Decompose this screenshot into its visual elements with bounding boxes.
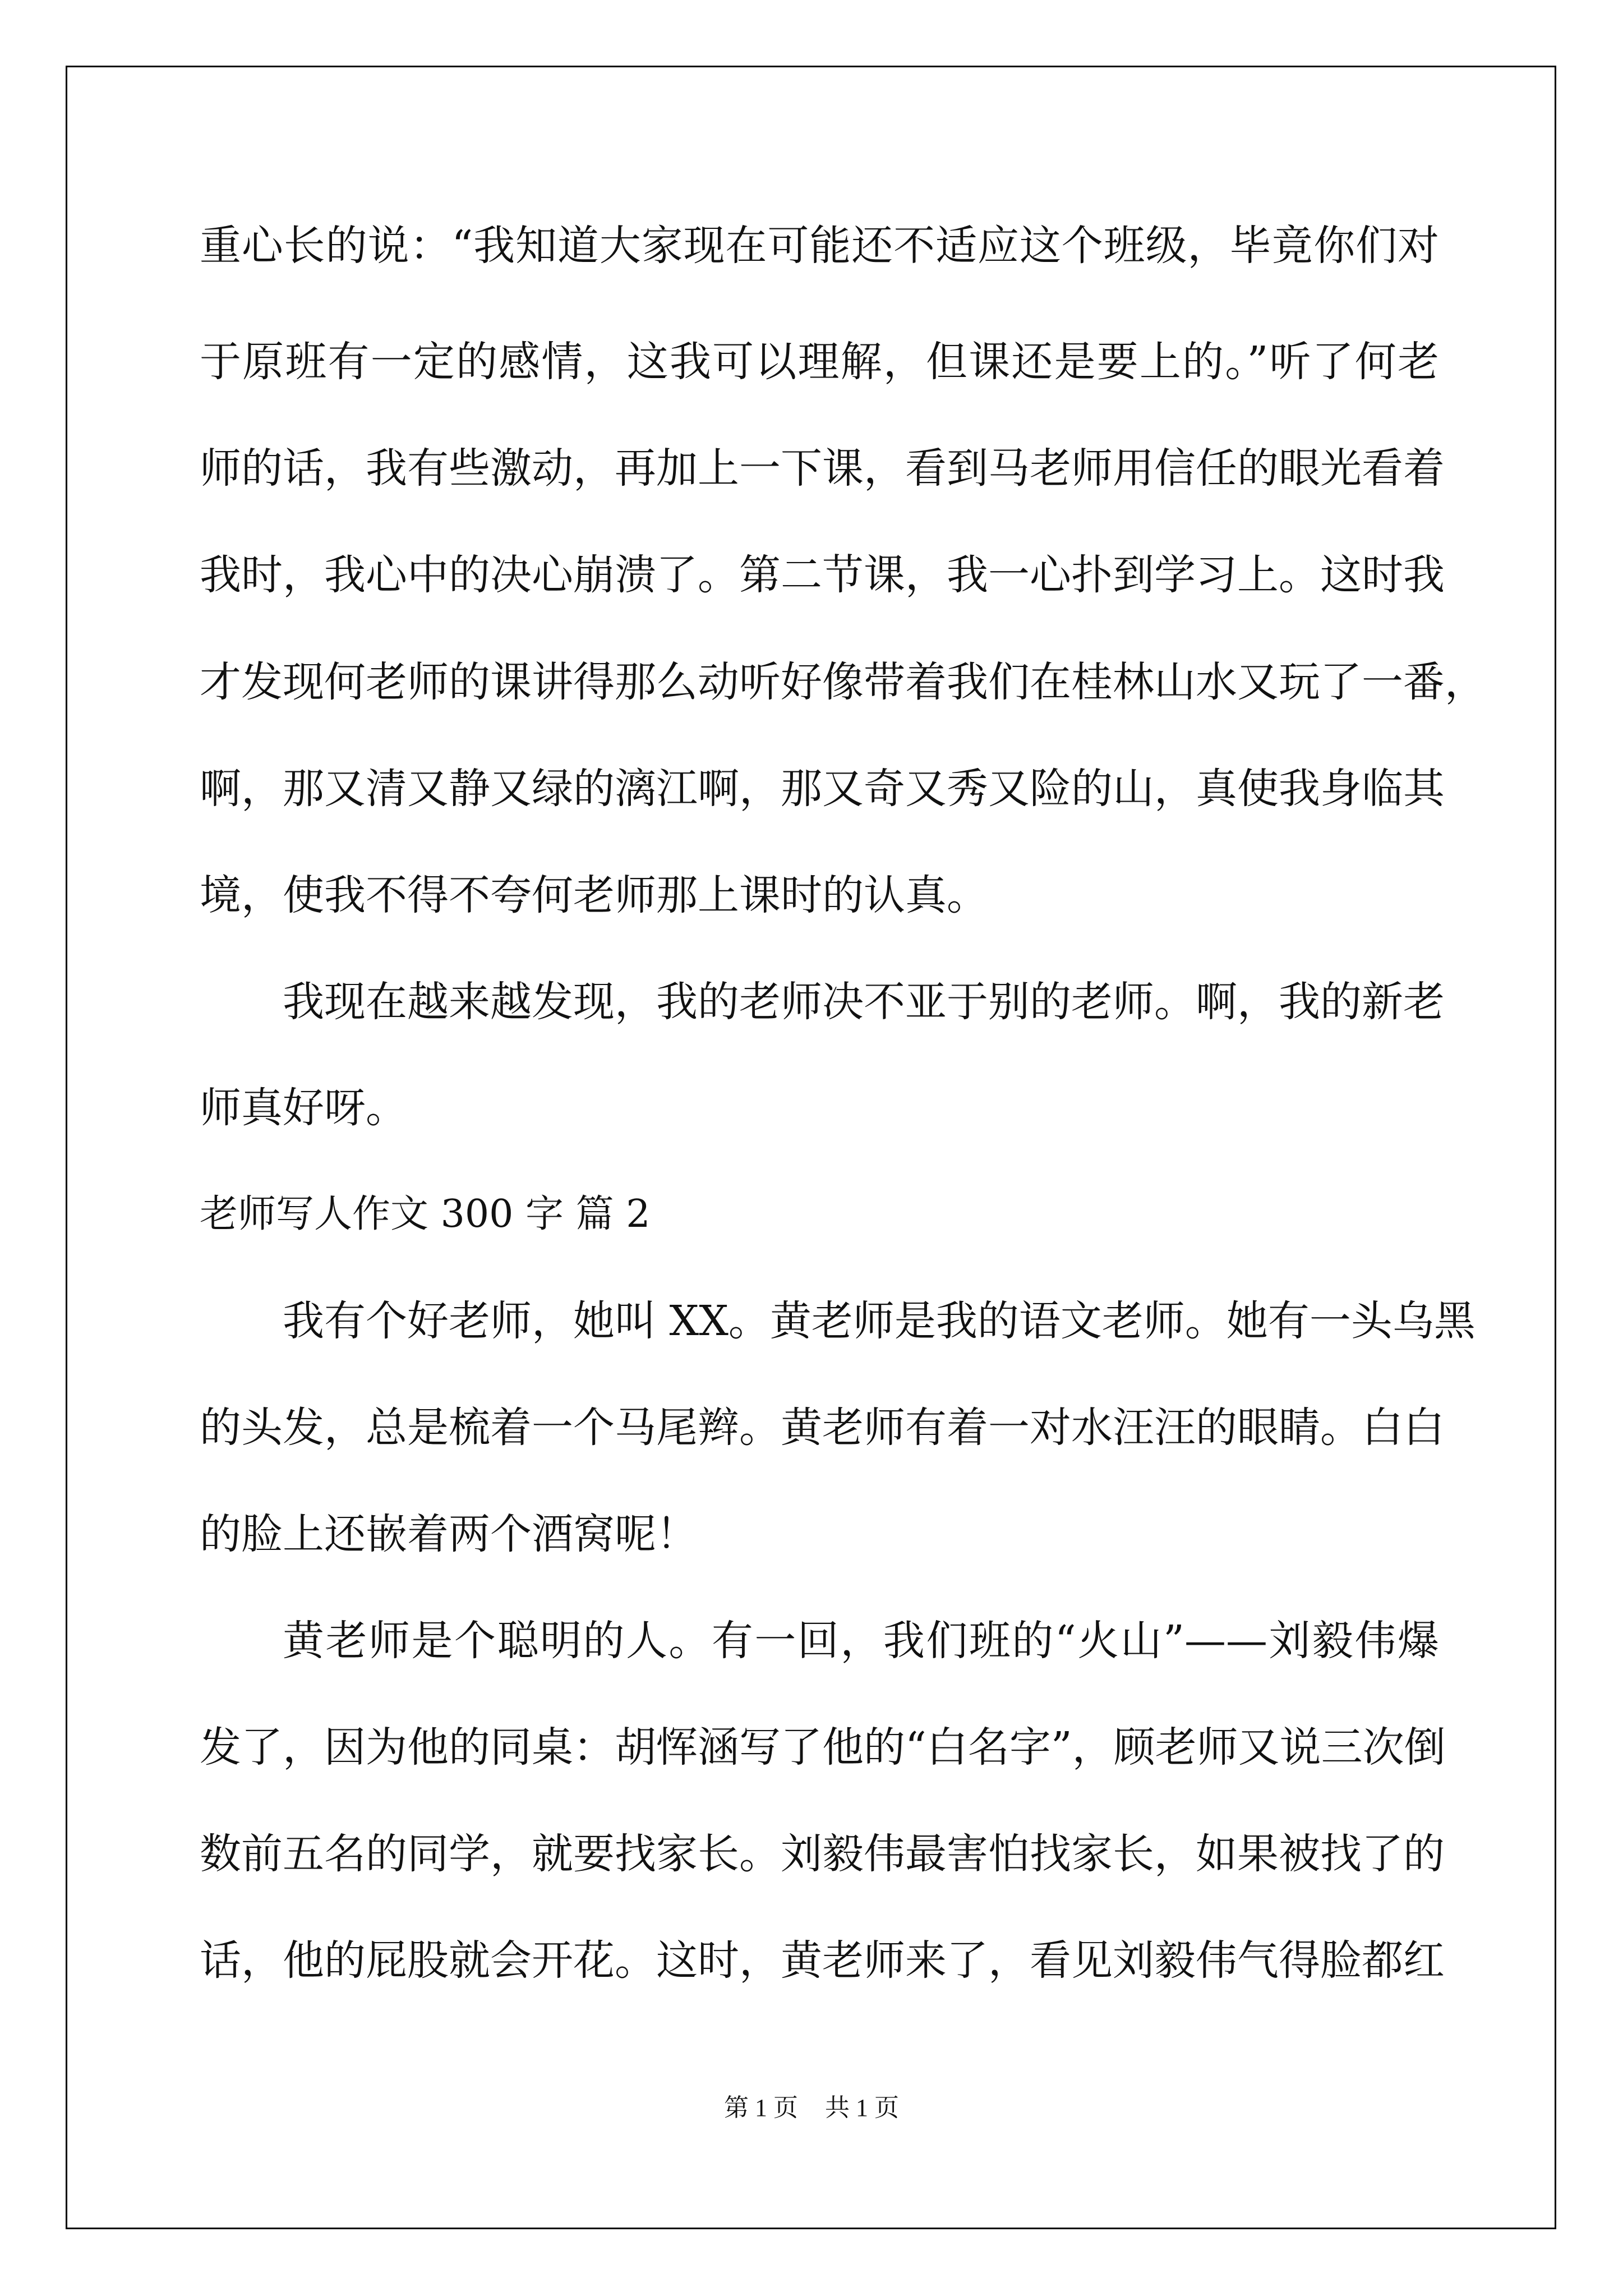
body-line: 的头发，总是梳着一个马尾辫。黄老师有着一对水汪汪的眼睛。白白 <box>200 1404 1445 1452</box>
page-total: 共 1 页 <box>825 2094 899 2122</box>
body-line: 才发现何老师的课讲得那么动听好像带着我们在桂林山水又玩了一番， <box>200 658 1486 706</box>
body-line: 境，使我不得不夸何老师那上课时的认真。 <box>200 871 988 919</box>
body-line: 数前五名的同学，就要找家长。刘毅伟最害怕找家长，如果被找了的 <box>200 1830 1445 1878</box>
body-line: 发了，因为他的同桌：胡恽涵写了他的“白名字”，顾老师又说三次倒 <box>200 1723 1446 1772</box>
body-line: 话，他的屁股就会开花。这时，黄老师来了，看见刘毅伟气得脸都红 <box>200 1936 1445 1985</box>
body-line: 黄老师是个聪明的人。有一回，我们班的“火山”——刘毅伟爆 <box>283 1617 1439 1665</box>
body-line: 师的话，我有些激动，再加上一下课，看到马老师用信任的眼光看着 <box>200 444 1445 493</box>
page-number: 第 1 页 <box>724 2094 798 2122</box>
body-line: 重心长的说：“我知道大家现在可能还不适应这个班级，毕竟你们对 <box>200 222 1439 270</box>
body-line: 我有个好老师，她叫 XX。黄老师是我的语文老师。她有一头乌黑 <box>283 1297 1476 1345</box>
body-line: 啊，那又清又静又绿的漓江啊，那又奇又秀又险的山，真使我身临其 <box>200 765 1445 813</box>
body-line: 我现在越来越发现，我的老师决不亚于别的老师。啊，我的新老 <box>283 978 1445 1026</box>
page-border <box>66 66 1556 2229</box>
body-line: 的脸上还嵌着两个酒窝呢！ <box>200 1510 698 1558</box>
body-line: 师真好呀。 <box>200 1084 407 1132</box>
body-line: 我时，我心中的决心崩溃了。第二节课，我一心扑到学习上。这时我 <box>200 551 1445 599</box>
page-footer <box>0 2091 1623 2125</box>
section-heading: 老师写人作文 300 字 篇 2 <box>200 1192 651 1236</box>
body-line: 于原班有一定的感情，这我可以理解，但课还是要上的。”听了何老 <box>200 338 1439 386</box>
